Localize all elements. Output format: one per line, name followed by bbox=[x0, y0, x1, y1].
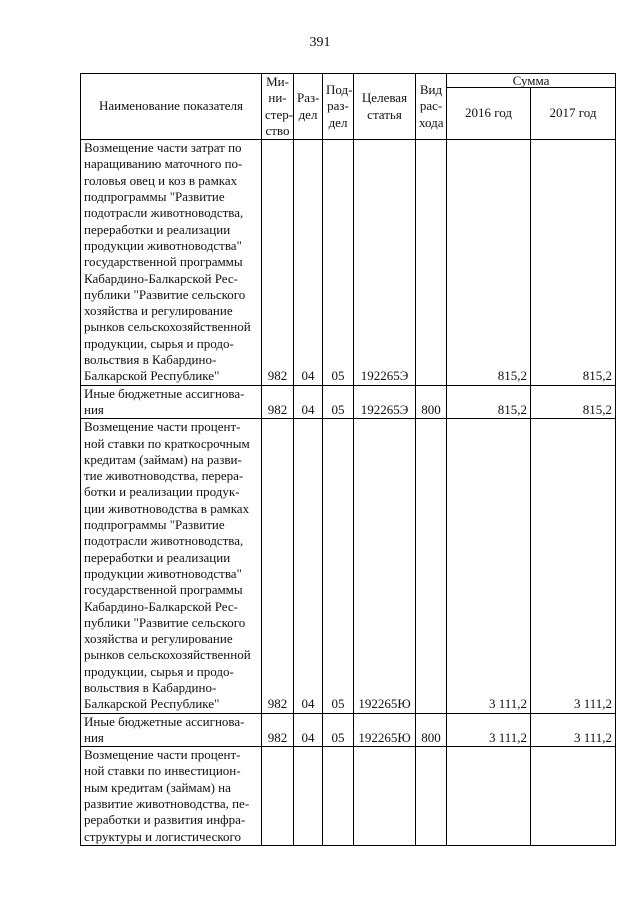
header-year-2017: 2017 год bbox=[531, 88, 616, 140]
row-name: Иные бюджетные ассигнова-ния bbox=[81, 385, 262, 419]
row-sum-2016: 815,2 bbox=[447, 385, 531, 419]
row-subsection: 05 bbox=[323, 419, 354, 713]
row-expense-type: 800 bbox=[416, 713, 447, 747]
budget-table bbox=[80, 73, 616, 846]
table-row bbox=[81, 747, 616, 846]
row-name: Возмещение части затрат по наращиванию маточного по-головья овец и коз в рамках подпрограммы "Развитие подотрасли животноводства, переработки и реализации продукции животноводства" государственной программы Кабардино-Балкарской Рес-публики "Развитие сельского хозяйства и регулирование рынков сельскохозяйственной продукции, сырья и продо-вольствия в Кабардино-Балкарской Республике" bbox=[81, 140, 262, 385]
row-sum-2017 bbox=[531, 747, 616, 846]
row-section bbox=[294, 747, 323, 846]
row-ministry: 982 bbox=[262, 713, 294, 747]
row-name: Иные бюджетные ассигнова-ния bbox=[81, 713, 262, 747]
header-name: Наименование показателя bbox=[81, 74, 262, 140]
row-section: 04 bbox=[294, 713, 323, 747]
row-subsection: 05 bbox=[323, 140, 354, 385]
row-sum-2017: 815,2 bbox=[531, 140, 616, 385]
header-section: Раз- дел bbox=[294, 74, 323, 140]
table-row bbox=[81, 385, 616, 419]
row-expense-type bbox=[416, 140, 447, 385]
row-sum-2017: 3 111,2 bbox=[531, 713, 616, 747]
row-expense-type: 800 bbox=[416, 385, 447, 419]
row-subsection: 05 bbox=[323, 713, 354, 747]
row-ministry: 982 bbox=[262, 140, 294, 385]
row-subsection bbox=[323, 747, 354, 846]
row-sum-2017: 815,2 bbox=[531, 385, 616, 419]
row-expense-type bbox=[416, 747, 447, 846]
row-section: 04 bbox=[294, 385, 323, 419]
page-number: 391 bbox=[309, 35, 331, 50]
table-row bbox=[81, 713, 616, 747]
table-row bbox=[81, 419, 616, 713]
row-target bbox=[354, 747, 416, 846]
header-year-2016: 2016 год bbox=[447, 88, 531, 140]
row-subsection: 05 bbox=[323, 385, 354, 419]
row-sum-2016: 3 111,2 bbox=[447, 713, 531, 747]
row-ministry bbox=[262, 747, 294, 846]
row-target: 192265Э bbox=[354, 140, 416, 385]
header-ministry: Ми- ни- стер- ство bbox=[262, 74, 294, 140]
row-name: Возмещение части процент-ной ставки по краткосрочным кредитам (займам) на разви-тие животноводства, перера-ботки и реализации продук-ции животноводства в рамках подпрограммы "Развитие подотрасли животноводства, переработки и реализации продукции животноводства" государственной программы Кабардино-Балкарской Рес-публики "Развитие сельского хозяйства и регулирование рынков сельскохозяйственной продукции, сырья и продо-вольствия в Кабардино-Балкарской Республике" bbox=[81, 419, 262, 713]
row-section: 04 bbox=[294, 419, 323, 713]
row-sum-2016: 815,2 bbox=[447, 140, 531, 385]
row-ministry: 982 bbox=[262, 385, 294, 419]
row-sum-2016: 3 111,2 bbox=[447, 419, 531, 713]
row-sum-2016 bbox=[447, 747, 531, 846]
table-row bbox=[81, 140, 616, 385]
row-target: 192265Ю bbox=[354, 713, 416, 747]
row-sum-2017: 3 111,2 bbox=[531, 419, 616, 713]
row-section: 04 bbox=[294, 140, 323, 385]
row-name: Возмещение части процент-ной ставки по инвестицион-ным кредитам (займам) на развитие животноводства, пе-реработки и развития инфра-структуры и логистического bbox=[81, 747, 262, 846]
row-target: 192265Э bbox=[354, 385, 416, 419]
row-target: 192265Ю bbox=[354, 419, 416, 713]
header-expense-type: Вид рас- хода bbox=[416, 74, 447, 140]
header-sum: Сумма bbox=[447, 74, 616, 88]
row-ministry: 982 bbox=[262, 419, 294, 713]
row-expense-type bbox=[416, 419, 447, 713]
header-subsection: Под- раз- дел bbox=[323, 74, 354, 140]
header-target: Целевая статья bbox=[354, 74, 416, 140]
